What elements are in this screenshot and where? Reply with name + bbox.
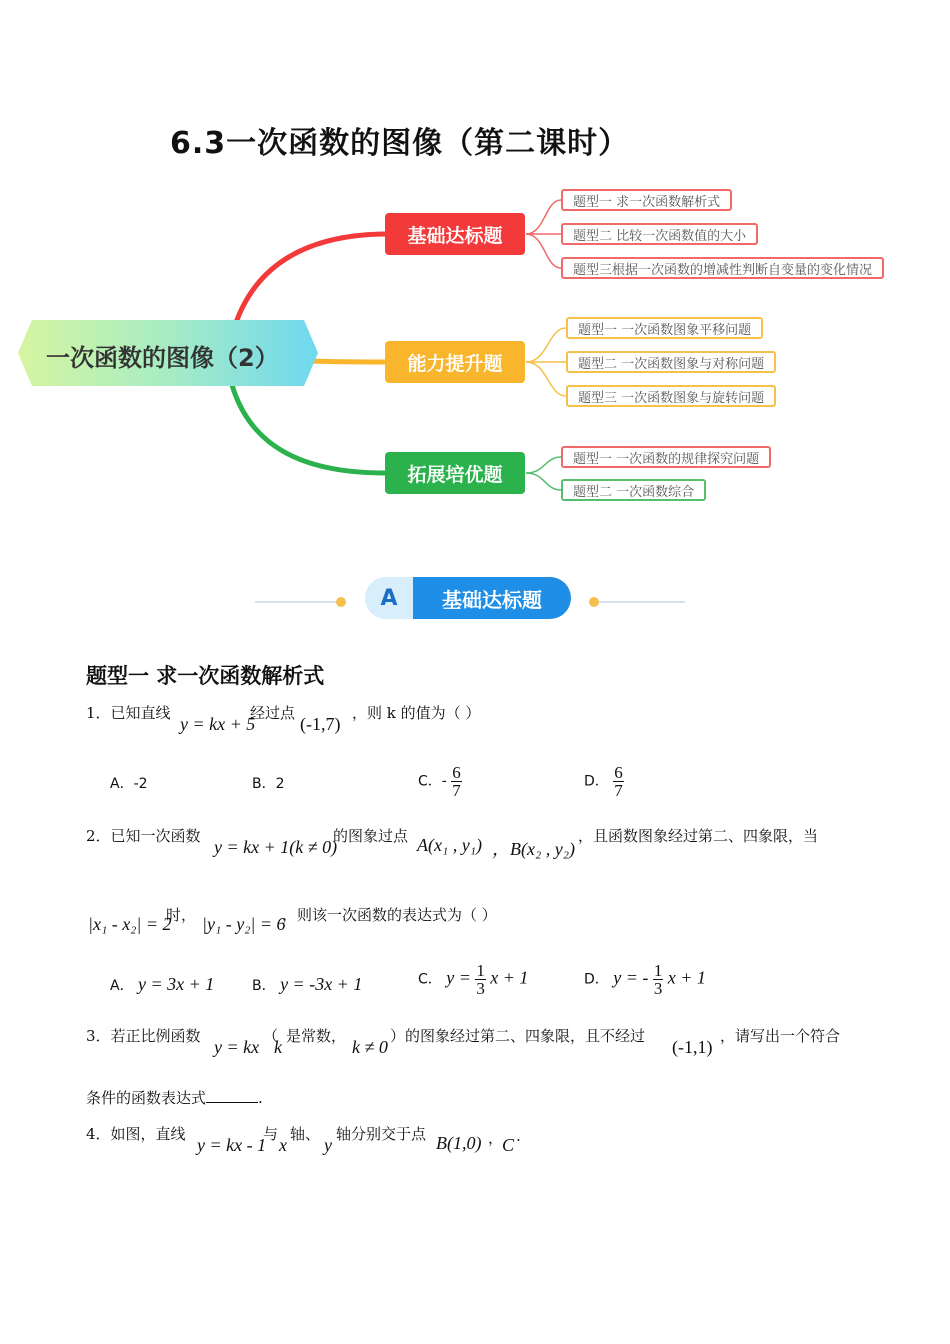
mindmap-center-label: 一次函数的图像（2） [46,344,279,372]
leaf-advanced-2: 题型二 一次函数图象与对称问题 [566,351,776,373]
q2-line2-tail: ，则该一次函数的表达式为（ ） [282,906,497,924]
q2-point-b: ，B(x₂ , y₂) [492,839,575,859]
q3-equation: y = kx [214,1037,260,1057]
fraction-numerator: 1 [653,961,663,980]
q2-equation: y = kx + 1(k ≠ 0) [214,837,338,857]
leaf-extension-1: 题型一 一次函数的规律探究问题 [561,446,771,468]
fraction-numerator: 6 [614,763,623,782]
q2-option-c[interactable] [418,962,528,997]
q2-abs-y: |y₁ - y₂| = 6 [202,914,286,934]
q1-option-c-fraction [451,764,462,799]
q1-option-b[interactable]: B．2 [252,776,285,792]
q4-number: 4．如图，直线 [86,1125,186,1143]
q4-y: y [324,1135,332,1155]
q4-sep: ， [488,1129,504,1147]
q1-option-d-fraction [613,764,624,799]
fraction-denominator: 7 [614,781,623,800]
q4-mid2: 轴、 [290,1125,321,1143]
q3-point: (-1,1) [672,1037,713,1057]
q2-point-a: A(x₁ , y₁) [417,835,482,855]
q2-tail: ，且函数图象经过第二、四象限，当 [578,827,819,845]
q2-option-b[interactable] [252,974,362,995]
q4-x: x [279,1135,287,1155]
q4-point-b: B(1,0) [436,1133,482,1153]
q1-option-d-label: D． [584,773,609,790]
q1-number: 1．已知直线 [86,704,171,722]
q2-option-d-label: D． [584,971,609,988]
q2-abs-x: |x₁ - x₂| = 2 [88,914,172,934]
branch-extension: 拓展培优题 [385,452,525,494]
leaf-advanced-1: 题型一 一次函数图象平移问题 [566,317,763,339]
q2-option-d-fraction [653,962,664,997]
q1-option-d[interactable] [584,764,624,799]
q1-tail: ，则 k 的值为（ ） [352,704,481,722]
q4-point-c: C [502,1135,515,1155]
q1-option-a[interactable]: A．-2 [110,776,148,792]
q2-option-d-post: x + 1 [667,967,706,988]
q3-condition: k ≠ 0 [352,1037,388,1057]
answer-blank[interactable] [206,1102,258,1103]
q2-line2-when: 时， [166,906,197,924]
q2-option-d[interactable] [584,962,706,997]
q1-option-c[interactable] [418,764,462,799]
q2-option-a-eq: y = 3x + 1 [138,974,215,994]
q4-mid3: 轴分别交于点 [336,1125,427,1143]
q4-mid: 与 [263,1125,279,1143]
q2-option-a[interactable] [110,974,214,995]
q2-option-c-fraction [475,962,486,997]
q3-paren: （ [263,1027,279,1045]
q2-option-c-post: x + 1 [490,967,529,988]
q3-mid: 是常数， [286,1027,347,1045]
q2-option-c-pre: y = [446,967,471,988]
q3-line2 [86,1087,263,1108]
branch-basic: 基础达标题 [385,213,525,255]
q2-option-b-eq: y = -3x + 1 [280,974,363,994]
q3-line2-text: 条件的函数表达式 [86,1089,207,1107]
fraction-numerator: 6 [452,763,461,782]
q2-number: 2．已知一次函数 [86,827,201,845]
q3-k: k [274,1037,282,1057]
page-title: 6.3一次函数的图像（第二课时） [170,126,630,161]
section-label: 基础达标题 [413,577,571,619]
q2-option-d-pre: y = - [613,967,649,988]
q4-end: . [516,1127,521,1145]
q3-end: . [258,1089,263,1107]
fraction-denominator: 3 [653,979,663,998]
q2-option-a-label: A． [110,978,134,994]
q1-point: (-1,7) [300,714,341,734]
leaf-advanced-3: 题型三 一次函数图象与旋转问题 [566,385,776,407]
q3-tail: ）的图象经过第二、四象限，且不经过 [390,1027,646,1045]
fraction-denominator: 3 [476,979,485,998]
q2-mid: 的图象过点 [333,827,409,845]
branch-advanced: 能力提升题 [385,341,525,383]
section-letter: A [365,577,413,619]
q1-equation: y = kx + 5 [180,714,256,734]
fraction-numerator: 1 [476,961,485,980]
q3-tail2: ，请写出一个符合 [720,1027,841,1045]
q3-number: 3．若正比例函数 [86,1027,201,1045]
q2-option-b-label: B． [252,978,276,994]
fraction-denominator: 7 [452,781,461,800]
section-heading: 题型一 求一次函数解析式 [86,664,325,688]
leaf-extension-2: 题型二 一次函数综合 [561,479,706,501]
leaf-basic-2: 题型二 比较一次函数值的大小 [561,223,758,245]
leaf-basic-3: 题型三根据一次函数的增减性判断自变量的变化情况 [561,257,884,279]
leaf-basic-1: 题型一 求一次函数解析式 [561,189,732,211]
q1-option-c-label: C．- [418,773,447,790]
q2-option-c-label: C． [418,971,442,988]
q4-equation: y = kx - 1 [197,1135,267,1155]
q1-mid: 经过点 [250,704,296,722]
